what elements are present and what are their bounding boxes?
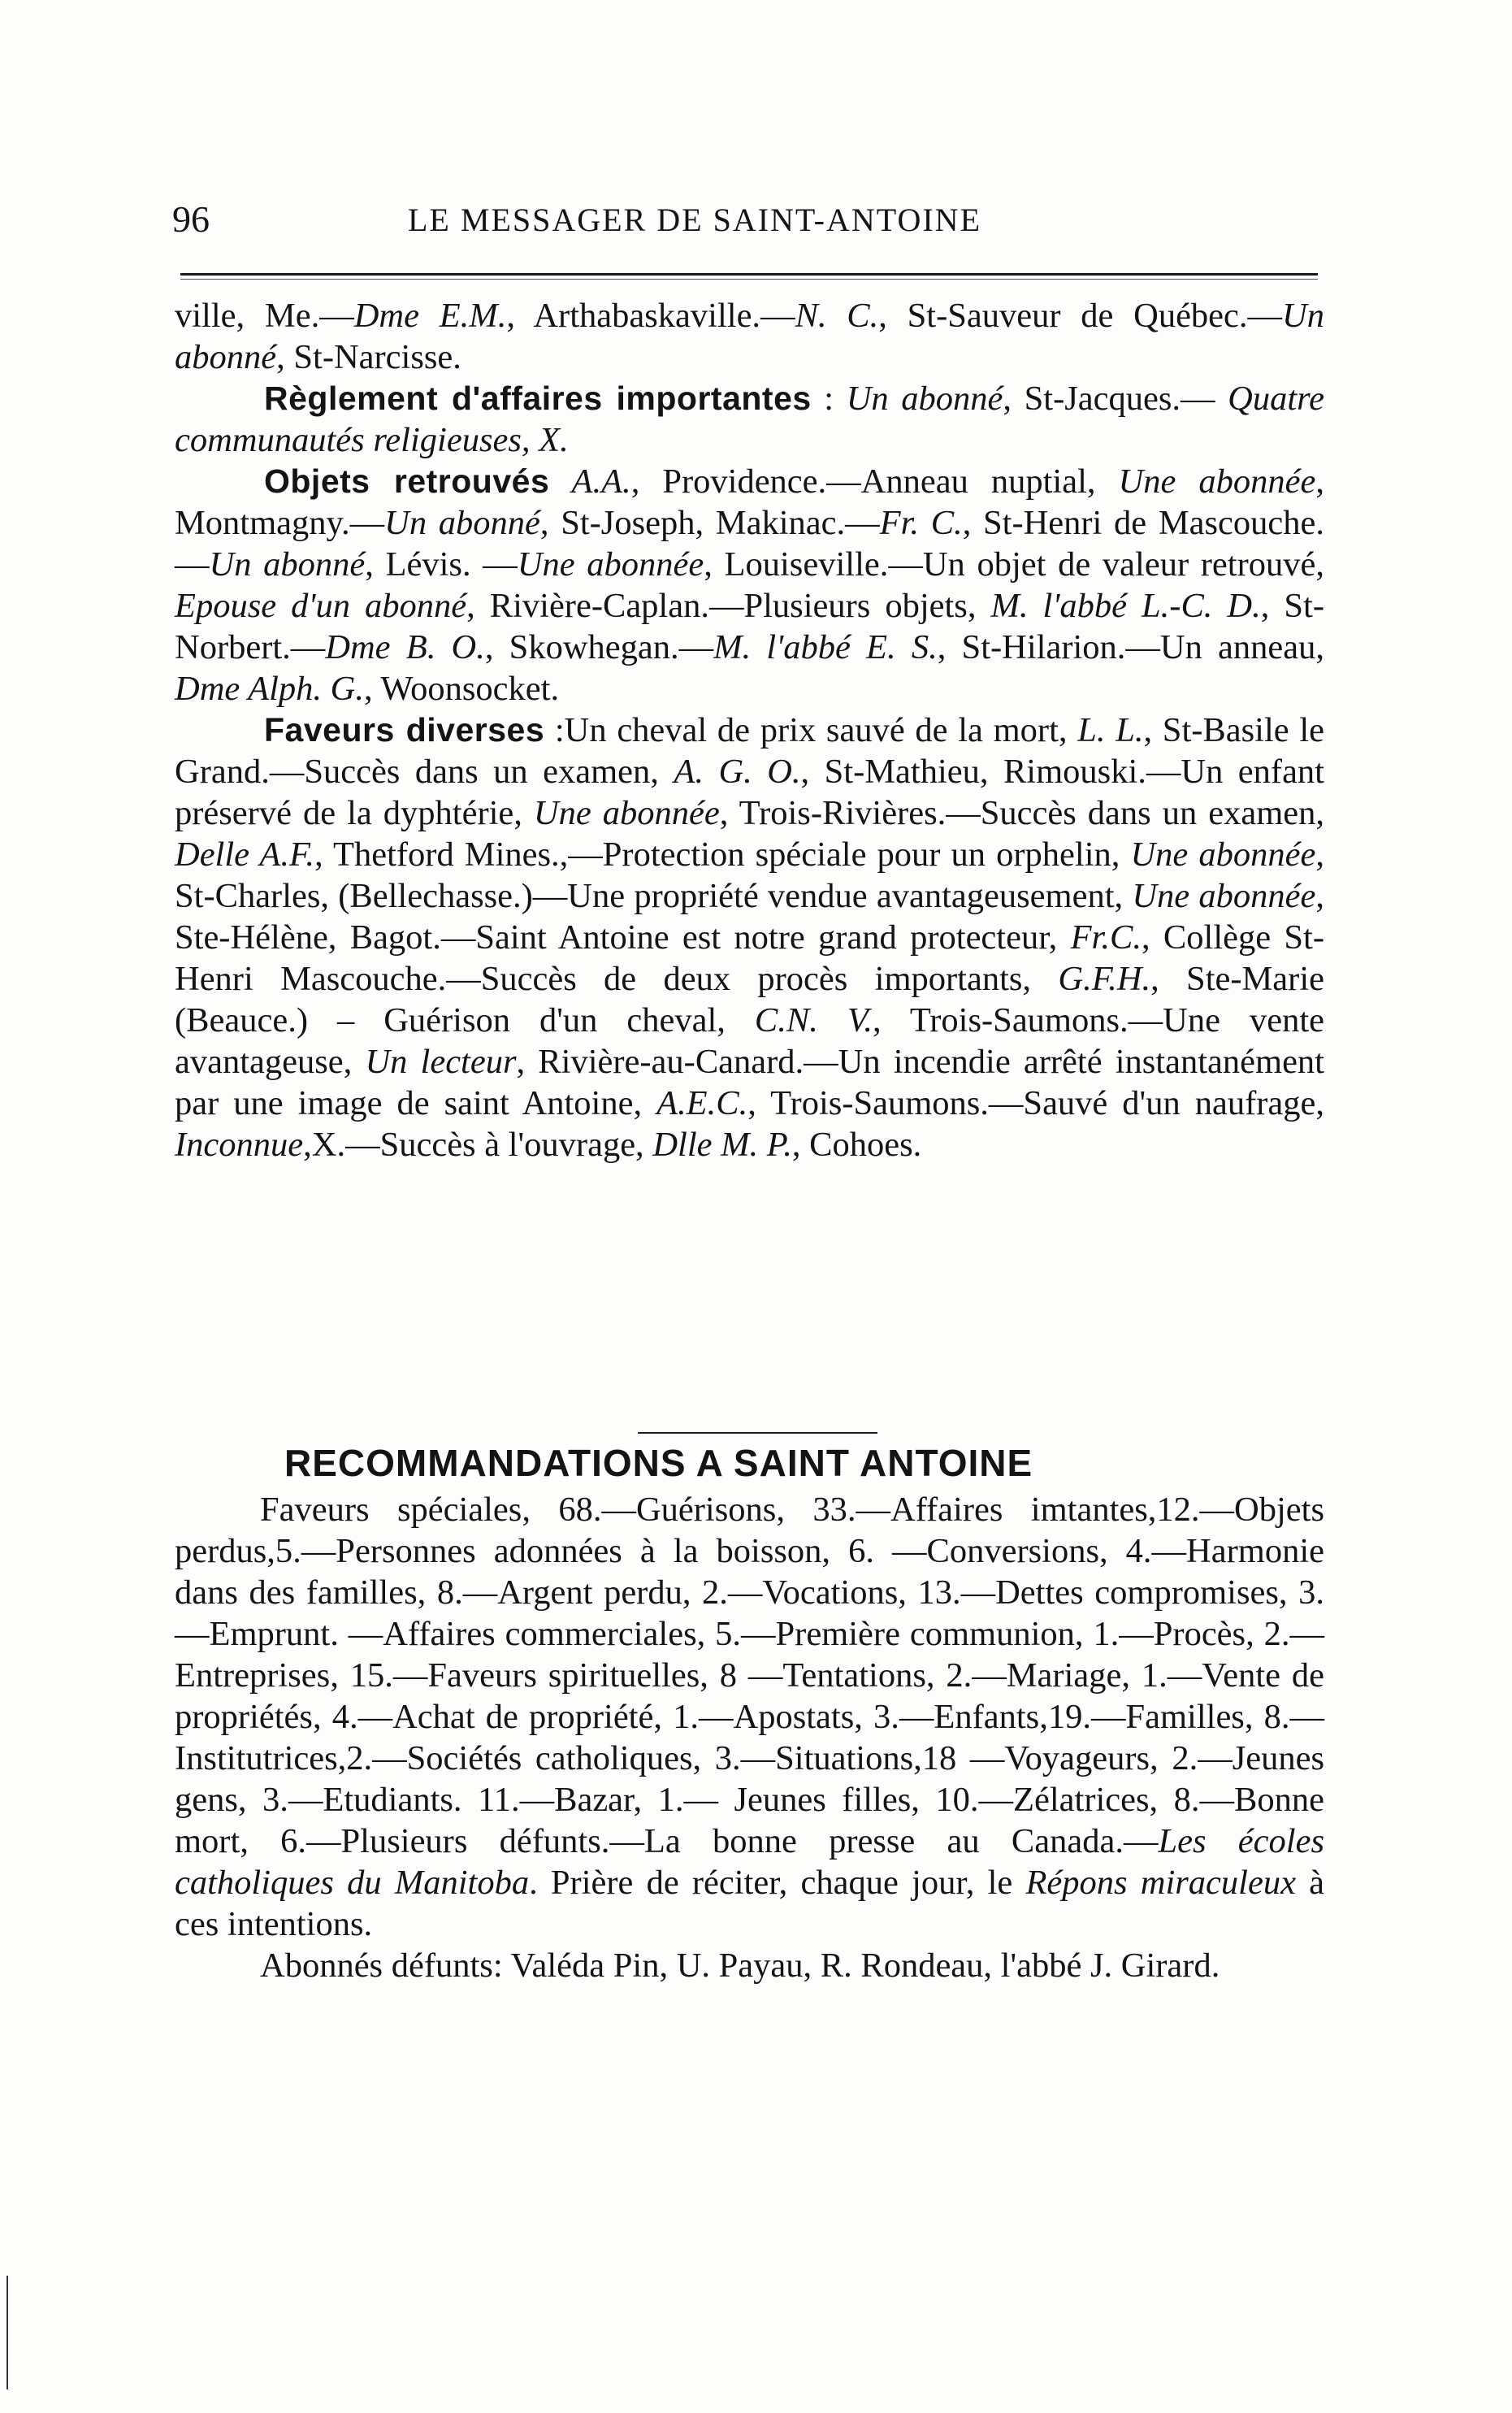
defunts-paragraph: Abonnés défunts: Valéda Pin, U. Payau, R. Rondeau, l'abbé J. Girard. <box>260 1946 1220 1985</box>
objets-paragraph: Objets retrouvés A.A., Providence.—Anneau nuptial, Une abonnée, Montmagny.—Un abonné, St-Joseph, Makinac.—Fr. C., St-Henri de Mascouche.—Un abonné, Lévis. —Une abonnée, Louiseville.—Un objet de valeur retrouvé, Epouse d'un abonné, Rivière-Caplan.—Plusieurs objets, M. l'abbé L.-C. D., St-Norbert.—Dme B. O., Skowhegan.—M. l'abbé E. S., St-Hilarion.—Un anneau, Dme Alph. G., Woonsocket. <box>175 462 1325 708</box>
intro-paragraph: ville, Me.—Dme E.M., Arthabaskaville.—N. C., St-Sauveur de Québec.—Un abonné, St-Narcisse. <box>175 297 1324 376</box>
running-head <box>172 195 1334 252</box>
recommandations-text <box>175 1489 1324 1986</box>
margin-mark <box>6 2276 8 2389</box>
recommandations-paragraph: Faveurs spéciales, 68.—Guérisons, 33.—Affaires imtantes,12.—Objets perdus,5.—Personnes adonnées à la boisson, 6. —Conversions, 4.—Harmonie dans des familles, 8.—Argent perdu, 2.—Vocations, 13.—Dettes compromises, 3.—Emprunt. —Affaires commerciales, 5.—Première communion, 1.—Procès, 2.—Entreprises, 15.—Faveurs spirituelles, 8 —Tentations, 2.—Mariage, 1.—Vente de propriétés, 4.—Achat de propriété, 1.—Apostats, 3.—Enfants,19.—Familles, 8.—Institutrices,2.—Sociétés catholiques, 3.—Situations,18 —Voyageurs, 2.—Jeunes gens, 3.—Etudiants. 11.—Bazar, 1.— Jeunes filles, 10.—Zélatrices, 8.—Bonne mort, 6.—Plusieurs défunts.—La bonne presse au Canada.—Les écoles catholiques du Manitoba. Prière de réciter, chaque jour, le Répons miraculeux à ces intentions. <box>175 1491 1325 1943</box>
faveurs-paragraph: Faveurs diverses :Un cheval de prix sauvé de la mort, L. L., St-Basile le Grand.—Succès dans un examen, A. G. O., St-Mathieu, Rimouski.—Un enfant préservé de la dyphtérie, Une abonnée, Trois-Rivières.—Succès dans un examen, Delle A.F., Thetford Mines.,—Protection spéciale pour un orphelin, Une abonnée, St-Charles, (Bellechasse.)—Une propriété vendue avantageusement, Une abonnée, Ste-Hélène, Bagot.—Saint Antoine est notre grand protecteur, Fr.C., Collège St-Henri Mascouche.—Succès de deux procès importants, G.F.H., Ste-Marie (Beauce.) – Guérison d'un cheval, C.N. V., Trois-Saumons.—Une vente avantageuse, Un lecteur, Rivière-au-Canard.—Un incendie arrêté instantanément par une image de saint Antoine, A.E.C., Trois-Saumons.—Sauvé d'un naufrage, Inconnue,X.—Succès à l'ouvrage, Dlle M. P., Cohoes. <box>175 711 1325 1164</box>
running-title: LE MESSAGER DE SAINT-ANTOINE <box>408 202 981 238</box>
section-title-reglement: Règlement d'affaires importantes <box>264 380 812 417</box>
section-title-faveurs: Faveurs diverses <box>264 711 545 749</box>
header-rule-thin <box>180 279 1318 280</box>
reglement-paragraph: Règlement d'affaires importantes : Un abonné, St-Jacques.— Quatre communautés religieuses, X. <box>175 380 1324 459</box>
section-divider <box>638 1432 877 1434</box>
recommandations-heading: RECOMMANDATIONS A SAINT ANTOINE <box>284 1442 1033 1484</box>
header-rule <box>180 273 1318 276</box>
page-number: 96 <box>172 198 210 240</box>
main-text <box>175 295 1324 1165</box>
section-title-objets: Objets retrouvés <box>264 462 550 500</box>
